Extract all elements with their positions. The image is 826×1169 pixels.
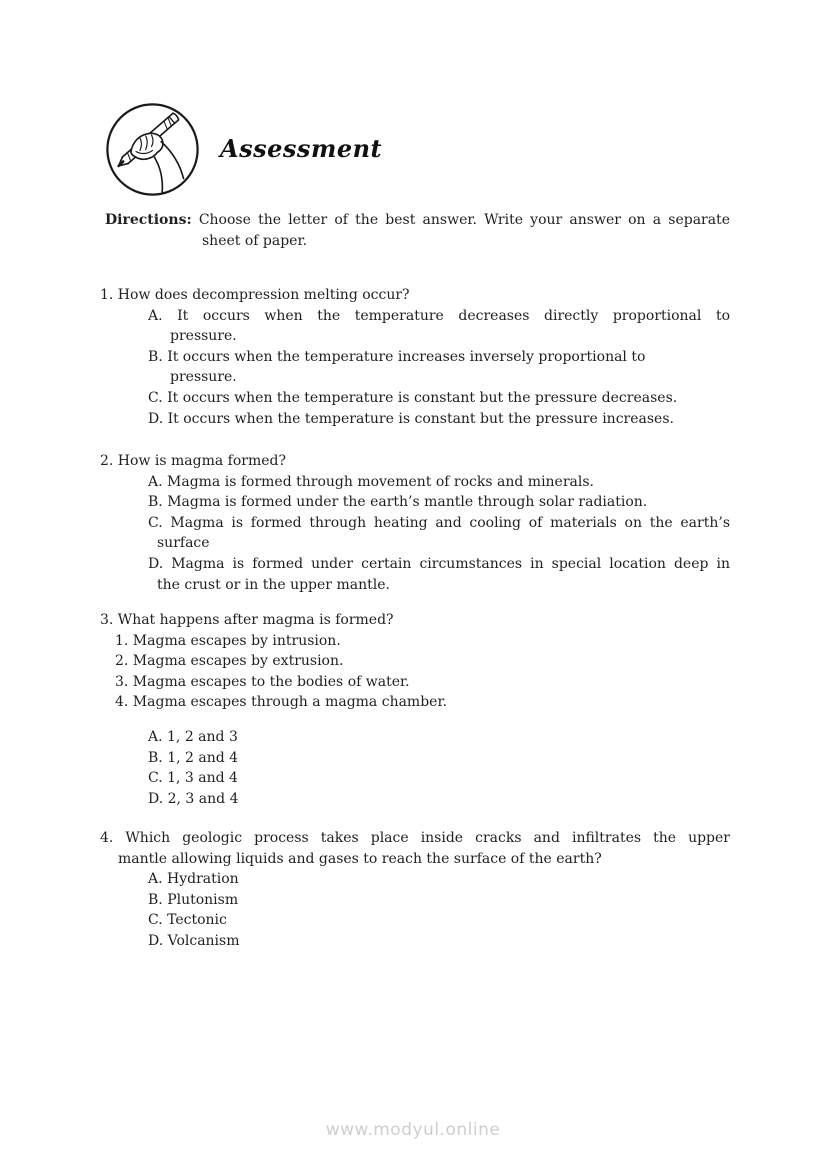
question-1-prompt: 1. How does decompression melting occur? xyxy=(100,287,410,303)
question-4-option-c: C. Tectonic xyxy=(148,912,227,929)
question-3-item-3: 3. Magma escapes to the bodies of water. xyxy=(115,673,410,690)
question-2-option-d-continuation: the crust or in the upper mantle. xyxy=(157,576,390,593)
question-2 xyxy=(100,451,760,595)
site-watermark: www.modyul.online xyxy=(325,1120,501,1140)
question-2-option-b: B. Magma is formed under the earth’s mantle through solar radiation. xyxy=(148,494,648,511)
question-3-prompt: 3. What happens after magma is formed? xyxy=(100,612,394,628)
question-3-option-d: D. 2, 3 and 4 xyxy=(148,790,239,807)
question-3-option-b: B. 1, 2 and 4 xyxy=(148,749,239,766)
directions xyxy=(105,210,730,251)
question-3-item-1: 1. Magma escapes by intrusion. xyxy=(115,632,341,649)
question-4-prompt-continuation: mantle allowing liquids and gases to reach the surface of the earth? xyxy=(118,850,602,867)
directions-line-2: sheet of paper. xyxy=(202,232,308,249)
question-4-prompt: 4. Which geologic process takes place inside cracks and infiltrates the upper xyxy=(100,830,730,846)
question-1-option-a: A. It occurs when the temperature decreases directly proportional to xyxy=(148,307,730,324)
question-2-option-d: D. Magma is formed under certain circumstances in special location deep in xyxy=(148,555,730,572)
page-title: Assessment xyxy=(220,134,383,163)
directions-line-1 xyxy=(105,210,730,231)
question-3 xyxy=(100,610,760,809)
directions-label: Directions: xyxy=(105,212,192,228)
question-2-prompt: 2. How is magma formed? xyxy=(100,453,286,469)
question-1 xyxy=(100,285,760,429)
question-4 xyxy=(100,828,760,952)
question-4-option-a: A. Hydration xyxy=(148,871,239,888)
question-2-option-a: A. Magma is formed through movement of rocks and minerals. xyxy=(148,473,594,490)
question-3-option-a: A. 1, 2 and 3 xyxy=(148,728,238,745)
writing-hand-icon xyxy=(104,101,201,198)
question-3-option-c: C. 1, 3 and 4 xyxy=(148,770,238,787)
question-3-item-4: 4. Magma escapes through a magma chamber. xyxy=(115,694,448,711)
question-1-option-b-continuation: pressure. xyxy=(170,369,237,386)
question-1-option-d: D. It occurs when the temperature is constant but the pressure increases. xyxy=(148,410,674,427)
directions-text: Choose the letter of the best answer. Write your answer on a separate xyxy=(198,212,731,228)
question-2-option-c-continuation: surface xyxy=(157,535,210,552)
question-1-option-b: B. It occurs when the temperature increases inversely proportional to xyxy=(148,348,646,365)
question-4-option-b: B. Plutonism xyxy=(148,891,239,908)
question-1-option-c: C. It occurs when the temperature is constant but the pressure decreases. xyxy=(148,389,678,406)
question-2-option-c: C. Magma is formed through heating and cooling of materials on the earth’s xyxy=(148,514,730,531)
question-1-option-a-continuation: pressure. xyxy=(170,328,237,345)
question-3-item-2: 2. Magma escapes by extrusion. xyxy=(115,653,344,670)
question-4-option-d: D. Volcanism xyxy=(148,932,240,949)
